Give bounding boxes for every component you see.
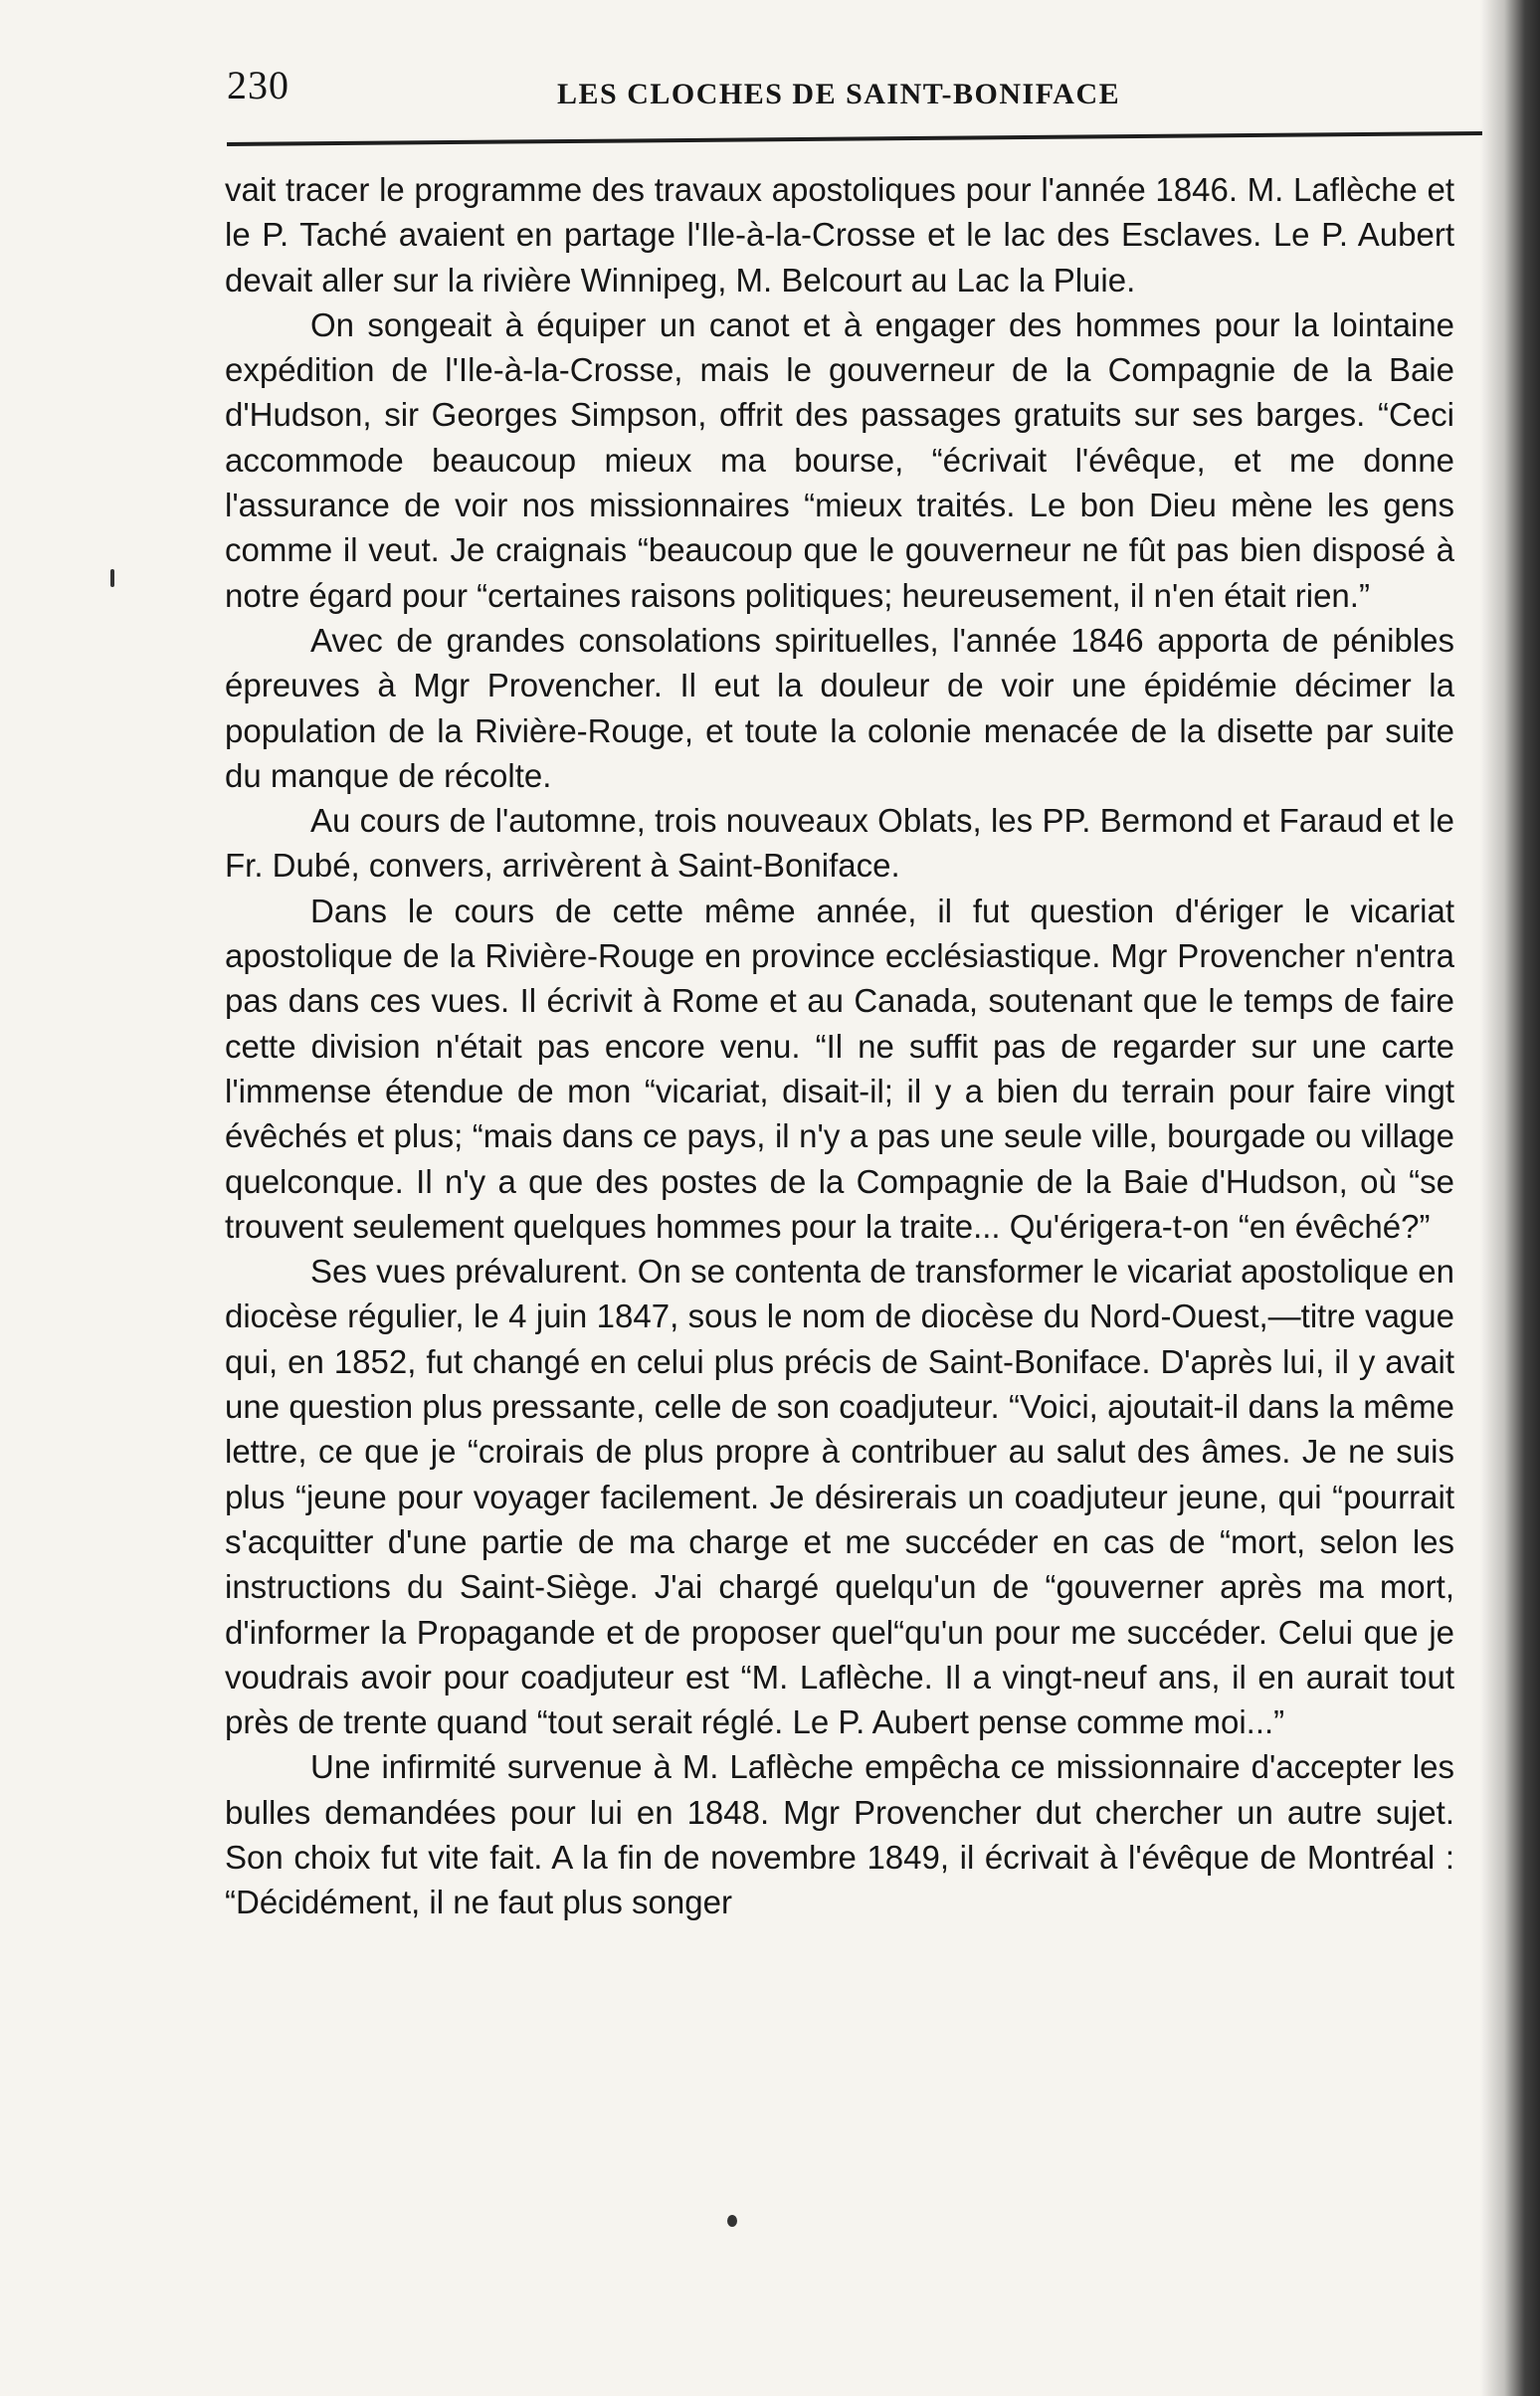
- paragraph: vait tracer le programme des travaux apostoliques pour l'année 1846. M. Laflèche et le P. Taché avaient en partage l'Ile-à-la-Crosse et le lac des Esclaves. Le P. Aubert devait aller sur la rivière Winnipeg, M. Belcourt au Lac la Pluie.: [225, 171, 1454, 299]
- paragraph: On songeait à équiper un canot et à engager des hommes pour la lointaine expédition de l'Ile-à-la-Crosse, mais le gouverneur de la Compagnie de la Baie d'Hudson, sir Georges Simpson, offrit des passages gratuits sur ses barges. “Ceci accommode beaucoup mieux ma bourse, “écrivait l'évêque, et me donne l'assurance de voir nos missionnaires “mieux traités. Le bon Dieu mène les gens comme il veut. Je craignais “beaucoup que le gouverneur ne fût pas bien disposé à notre égard pour “certaines raisons politiques; heureusement, il n'en était rien.”: [225, 305, 1454, 614]
- paragraph: Avec de grandes consolations spirituelles, l'année 1846 apporta de pénibles épreuves à Mgr Provencher. Il eut la douleur de voir une épidémie décimer la population de la Rivière-Rouge, et toute la colonie menacée de la disette par suite du manque de récolte.: [225, 621, 1454, 794]
- ink-speck: [727, 2215, 737, 2227]
- page-edge-shadow: [1480, 0, 1540, 2396]
- paragraph: Une infirmité survenue à M. Laflèche empêcha ce missionnaire d'accepter les bulles demandées pour lui en 1848. Mgr Provencher dut chercher un autre sujet. Son choix fut vite fait. A la fin de novembre 1849, il écrivait à l'évêque de Montréal : “Décidément, il ne faut plus songer: [225, 1748, 1454, 1921]
- paragraph: Au cours de l'automne, trois nouveaux Oblats, les PP. Bermond et Faraud et le Fr. Dubé, convers, arrivèrent à Saint-Boniface.: [225, 802, 1454, 885]
- paragraph: Ses vues prévalurent. On se contenta de transformer le vicariat apostolique en diocèse régulier, le 4 juin 1847, sous le nom de diocèse du Nord-Ouest,—titre vague qui, en 1852, fut changé en celui plus précis de Saint-Boniface. D'après lui, il y avait une question plus pressante, celle de son coadjuteur. “Voici, ajoutait-il dans la même lettre, ce que je “croirais de plus propre à contribuer au salut des âmes. Je ne suis plus “jeune pour voyager facilement. Je désirerais un coadjuteur jeune, qui “pourrait s'acquitter d'une partie de ma charge et me succéder en cas de “mort, selon les instructions du Saint-Siège. J'ai chargé quelqu'un de “gouverner après ma mort, d'informer la Propagande et de proposer quel“qu'un pour me succéder. Celui que je voudrais avoir pour coadjuteur est “M. Laflèche. Il a vingt-neuf ans, il en aurait tout près de trente quand “tout serait réglé. Le P. Aubert pense comme moi...”: [225, 1253, 1454, 1741]
- body-text: [225, 167, 1454, 1925]
- running-title: LES CLOCHES DE SAINT-BONIFACE: [557, 78, 1121, 110]
- page-number: 230: [227, 63, 289, 107]
- paragraph: Dans le cours de cette même année, il fut question d'ériger le vicariat apostolique de la Rivière-Rouge en province ecclésiastique. Mgr Provencher n'entra pas dans ces vues. Il écrivit à Rome et au Canada, soutenant que le temps de faire cette division n'était pas encore venu. “Il ne suffit pas de regarder sur une carte l'immense étendue de mon “vicariat, disait-il; il y a bien du terrain pour faire vingt évêchés et plus; “mais dans ce pays, il n'y a pas une seule ville, bourgade ou village quelconque. Il n'y a que des postes de la Compagnie de la Baie d'Hudson, où “se trouvent seulement quelques hommes pour la traite... Qu'érigera-t-on “en évêché?”: [225, 892, 1454, 1245]
- header-rule: [227, 131, 1482, 146]
- ink-speck: [110, 569, 114, 587]
